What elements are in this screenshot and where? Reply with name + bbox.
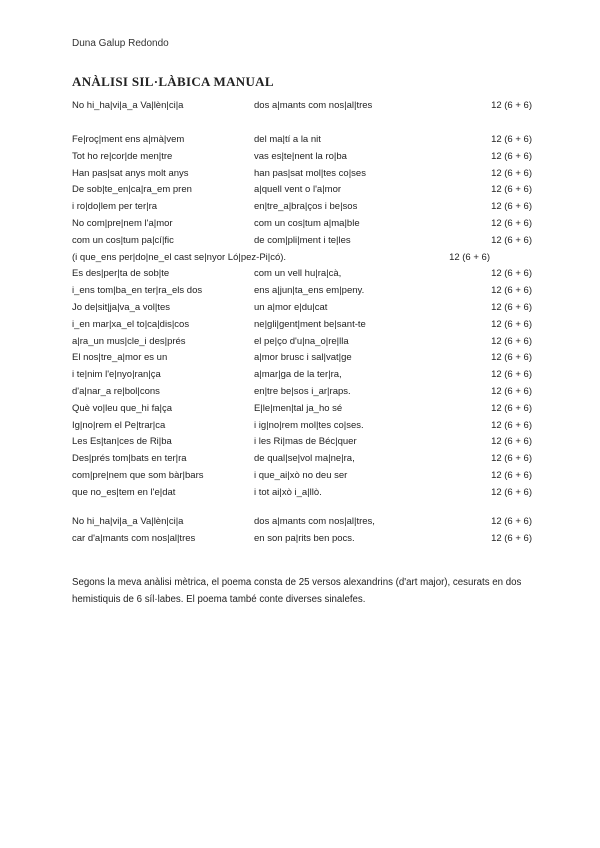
syllable-count: 12 (6 + 6) <box>491 419 532 431</box>
syllable-count: 12 (6 + 6) <box>491 369 532 381</box>
verse-line <box>72 233 532 250</box>
first-hemistich: Jo de|sit|ja|va_a vol|tes <box>72 301 171 313</box>
author-name: Duna Galup Redondo <box>72 38 169 49</box>
verse-line <box>72 132 532 149</box>
syllable-count: 12 (6 + 6) <box>449 251 490 263</box>
syllable-count: 12 (6 + 6) <box>491 134 532 145</box>
stanza-opening <box>72 98 532 115</box>
syllable-count: 12 (6 + 6) <box>491 234 532 246</box>
verse-line <box>72 384 532 401</box>
first-hemistich: No hi_ha|vi|a_a Va|lèn|ci|a <box>72 100 184 111</box>
stanza-body <box>72 132 532 502</box>
second-hemistich: i tot ai|xò i_a|llò. <box>254 486 322 498</box>
second-hemistich: i que_ai|xò no deu ser <box>254 469 348 481</box>
verse-line <box>72 266 532 283</box>
verse-line <box>72 250 532 267</box>
second-hemistich: a|quell vent o l'a|mor <box>254 184 342 196</box>
syllable-count: 12 (6 + 6) <box>491 352 532 364</box>
syllable-count: 12 (6 + 6) <box>491 167 532 179</box>
verse-line <box>72 149 532 166</box>
verse-line <box>72 350 532 367</box>
second-hemistich: i ig|no|rem mol|tes co|ses. <box>254 419 364 431</box>
verse-line <box>72 367 532 384</box>
syllable-count: 12 (6 + 6) <box>491 100 532 111</box>
first-hemistich: El nos|tre_a|mor es un <box>72 352 168 364</box>
syllable-count: 12 (6 + 6) <box>491 469 532 481</box>
verse-line <box>72 300 532 317</box>
first-hemistich: Han pas|sat anys molt anys <box>72 167 189 179</box>
syllable-count: 12 (6 + 6) <box>491 486 532 498</box>
verse-line <box>72 182 532 199</box>
syllable-count: 12 (6 + 6) <box>491 285 532 297</box>
verse-line <box>72 434 532 451</box>
stanza-closing <box>72 514 532 548</box>
first-hemistich: i_ens tom|ba_en ter|ra_els dos <box>72 285 203 297</box>
verse-line <box>72 401 532 418</box>
syllable-count: 12 (6 + 6) <box>491 217 532 229</box>
first-hemistich: (i que_ens per|do|ne_el cast se|nyor Ló|pez-Pi|có). <box>72 251 287 263</box>
second-hemistich: del ma|tí a la nit <box>254 134 321 145</box>
first-hemistich: Ig|no|rem el Pe|trar|ca <box>72 419 166 431</box>
first-hemistich: Es des|per|ta de sob|te <box>72 268 170 280</box>
second-hemistich: a|mor brusc i sal|vat|ge <box>254 352 352 364</box>
syllable-count: 12 (6 + 6) <box>491 402 532 414</box>
second-hemistich: en|tre be|sos i_ar|raps. <box>254 385 351 397</box>
first-hemistich: que no_es|tem en l'e|dat <box>72 486 176 498</box>
first-hemistich: Tot ho re|cor|de men|tre <box>72 150 173 162</box>
second-hemistich: ens a|jun|ta_ens em|peny. <box>254 285 365 297</box>
second-hemistich: dos a|mants com nos|al|tres <box>254 100 373 111</box>
syllable-count: 12 (6 + 6) <box>491 301 532 313</box>
first-hemistich: i ro|do|lem per ter|ra <box>72 201 158 213</box>
second-hemistich: dos a|mants com nos|al|tres, <box>254 516 375 527</box>
syllable-count: 12 (6 + 6) <box>491 453 532 465</box>
second-hemistich: de qual|se|vol ma|ne|ra, <box>254 453 355 465</box>
syllable-count: 12 (6 + 6) <box>491 201 532 213</box>
first-hemistich: com|pre|nem que som bàr|bars <box>72 469 204 481</box>
first-hemistich: com un cos|tum pa|cí|fic <box>72 234 174 246</box>
syllable-count: 12 (6 + 6) <box>491 436 532 448</box>
first-hemistich: No com|pre|nem l'a|mor <box>72 217 173 229</box>
second-hemistich: un a|mor e|du|cat <box>254 301 328 313</box>
syllable-count: 12 (6 + 6) <box>491 150 532 162</box>
verse-line <box>72 418 532 435</box>
verse-line <box>72 485 532 502</box>
verse-line <box>72 334 532 351</box>
first-hemistich: car d'a|mants com nos|al|tres <box>72 532 196 544</box>
second-hemistich: han pas|sat mol|tes co|ses <box>254 167 366 179</box>
second-hemistich: en|tre_a|bra|ços i be|sos <box>254 201 358 213</box>
syllable-count: 12 (6 + 6) <box>491 532 532 544</box>
second-hemistich: E|le|men|tal ja_ho sé <box>254 402 343 414</box>
verse-line <box>72 531 532 548</box>
syllable-count: 12 (6 + 6) <box>491 318 532 330</box>
second-hemistich: en son pa|rits ben pocs. <box>254 532 355 544</box>
first-hemistich: i te|nim l'e|nyo|ran|ça <box>72 369 161 381</box>
second-hemistich: vas es|te|nent la ro|ba <box>254 150 347 162</box>
verse-line <box>72 451 532 468</box>
first-hemistich: d'a|nar_a re|bol|cons <box>72 385 160 397</box>
summary-paragraph: Segons la meva anàlisi mètrica, el poema consta de 25 versos alexandrins (d'art major), cesurats en dos hemistiquis de 6 síl·labes. El poema també conte diverses sinalefes. <box>72 577 522 605</box>
first-hemistich: Fe|roç|ment ens a|mà|vem <box>72 134 185 145</box>
second-hemistich: el pe|ço d'u|na_o|re|lla <box>254 335 349 347</box>
syllable-count: 12 (6 + 6) <box>491 516 532 527</box>
first-hemistich: No hi_ha|vi|a_a Va|lèn|ci|a <box>72 516 184 527</box>
verse-line <box>72 317 532 334</box>
verse-line <box>72 283 532 300</box>
first-hemistich: De sob|te_en|ca|ra_em pren <box>72 184 192 196</box>
verse-line <box>72 468 532 485</box>
verse-line <box>72 166 532 183</box>
page-title: ANÀLISI SIL·LÀBICA MANUAL <box>72 74 274 89</box>
syllable-count: 12 (6 + 6) <box>491 335 532 347</box>
verse-line <box>72 216 532 233</box>
first-hemistich: Les Es|tan|ces de Ri|ba <box>72 436 172 448</box>
second-hemistich: i les Ri|mas de Béc|quer <box>254 436 357 448</box>
first-hemistich: a|ra_un mus|cle_i des|prés <box>72 335 186 347</box>
second-hemistich: a|mar|ga de la ter|ra, <box>254 369 342 381</box>
syllable-count: 12 (6 + 6) <box>491 385 532 397</box>
syllable-count: 12 (6 + 6) <box>491 184 532 196</box>
first-hemistich: Què vo|leu que_hi fa|ça <box>72 402 173 414</box>
second-hemistich: de com|pli|ment i te|les <box>254 234 351 246</box>
second-hemistich: com un vell hu|ra|cà, <box>254 268 342 280</box>
first-hemistich: Des|prés tom|bats en ter|ra <box>72 453 187 465</box>
verse-line <box>72 98 532 115</box>
second-hemistich: com un cos|tum a|ma|ble <box>254 217 360 229</box>
first-hemistich: i_en mar|xa_el to|ca|dis|cos <box>72 318 190 330</box>
syllable-count: 12 (6 + 6) <box>491 268 532 280</box>
verse-line <box>72 514 532 531</box>
verse-line <box>72 199 532 216</box>
second-hemistich: ne|gli|gent|ment be|sant-te <box>254 318 366 330</box>
